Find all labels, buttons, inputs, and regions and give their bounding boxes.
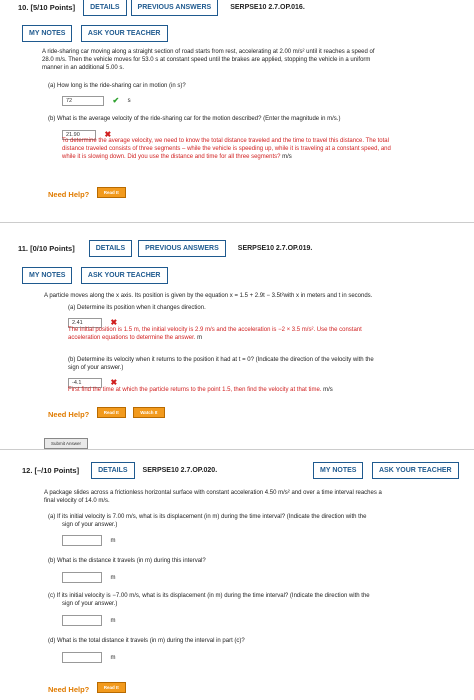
need-help-row bbox=[48, 679, 126, 697]
need-help-row bbox=[48, 184, 126, 202]
part-b-feedback: First find the time at which the particle returns to the point 1.5, then find the velocity at that time. m/s bbox=[68, 387, 333, 393]
x-mark-icon: ✖ bbox=[110, 378, 118, 388]
divider bbox=[0, 222, 474, 223]
part-d-answer-row bbox=[62, 649, 115, 667]
x-mark-icon: ✖ bbox=[110, 318, 118, 328]
need-help-row bbox=[48, 404, 165, 422]
previous-answers-button[interactable]: PREVIOUS ANSWERS bbox=[138, 240, 226, 257]
part-a-unit: m bbox=[110, 537, 116, 544]
part-a-answer-input[interactable] bbox=[62, 535, 102, 546]
submit-answer-button[interactable]: Submit Answer bbox=[44, 438, 88, 449]
my-notes-button[interactable]: MY NOTES bbox=[313, 462, 363, 479]
ask-teacher-button[interactable]: ASK YOUR TEACHER bbox=[81, 25, 168, 42]
part-a-unit: s bbox=[127, 97, 131, 104]
ask-teacher-button[interactable]: ASK YOUR TEACHER bbox=[81, 267, 168, 284]
part-b-label: (b) Determine its velocity when it returns to the position it had at t = 0? (Indicate the direction of the velocity with the sign of your answer.) bbox=[68, 357, 374, 371]
part-c-label: (c) If its initial velocity is −7.00 m/s, what is its displacement (in m) during the time interval? (Indicate the direction with the sign of your answer.) bbox=[48, 593, 370, 607]
part-a-label: (a) Determine its position when it changes direction. bbox=[68, 305, 206, 311]
part-b-label: (b) What is the average velocity of the ride-sharing car for the motion described? (Enter the magnitude in m/s.) bbox=[48, 116, 341, 122]
part-a-answer-input[interactable]: 72 bbox=[62, 96, 104, 106]
part-b-answer-input[interactable]: -4.1 bbox=[68, 378, 102, 388]
read-it-button[interactable]: Read It bbox=[97, 187, 126, 198]
question-number: 10. [5/10 Points] bbox=[18, 3, 76, 12]
watch-it-button[interactable]: Watch It bbox=[133, 407, 164, 418]
part-a-label: (a) How long is the ride-sharing car in motion (in s)? bbox=[48, 83, 186, 89]
problem-code: SERPSE10 2.7.OP.020. bbox=[142, 466, 218, 474]
part-a-answer-row bbox=[62, 532, 115, 550]
part-c-unit: m bbox=[110, 617, 116, 624]
part-b-feedback: To determine the average velocity, we need to know the total distance traveled and the time to travel this distance. The total distance traveled consists of three segments – while the vehicle is speeding up, while it is traveling at a constant speed, and while it is slowing down. Did you use the distance and time for all three segments? m/s bbox=[62, 138, 391, 160]
need-help-label: Need Help? bbox=[48, 190, 90, 199]
check-icon: ✔ bbox=[112, 96, 120, 106]
part-b-unit: m/s bbox=[282, 154, 292, 160]
divider bbox=[0, 449, 474, 450]
part-a-feedback: The initial position is 1.5 m, the initial velocity is 2.9 m/s and the acceleration is −2 × 3.5 m/s². Use the constant acceleration equations to determine the answer. m bbox=[68, 327, 362, 341]
problem-statement: A particle moves along the x axis. Its position is given by the equation x = 1.5 + 2.9t − 3.5t²with x in meters and t in seconds. bbox=[44, 293, 373, 299]
problem-code: SERPSE10 2.7.OP.019. bbox=[237, 244, 313, 252]
part-b-unit: m bbox=[110, 574, 116, 581]
question-number: 11. [0/10 Points] bbox=[18, 243, 75, 253]
part-c-answer-input[interactable] bbox=[62, 615, 102, 626]
part-b-answer-row bbox=[62, 569, 115, 587]
details-button[interactable]: DETAILS bbox=[83, 0, 126, 16]
my-notes-button[interactable]: MY NOTES bbox=[22, 25, 72, 42]
details-button[interactable]: DETAILS bbox=[91, 462, 134, 479]
part-a-unit: m bbox=[197, 335, 203, 341]
question-number: 12. [–/10 Points] bbox=[22, 465, 80, 475]
part-d-unit: m bbox=[110, 654, 116, 661]
part-c-answer-row bbox=[62, 612, 115, 630]
part-b-answer-input[interactable]: 21.90 bbox=[62, 130, 96, 140]
need-help-label: Need Help? bbox=[48, 685, 90, 694]
part-b-label: (b) What is the distance it travels (in m) during this interval? bbox=[48, 558, 206, 564]
problem-statement: A package slides across a frictionless horizontal surface with constant acceleration 4.50 m/s² and over a time interval reaches a final velocity of 14.0 m/s. bbox=[44, 490, 382, 504]
details-button[interactable]: DETAILS bbox=[89, 240, 132, 257]
x-mark-icon: ✖ bbox=[104, 130, 112, 140]
previous-answers-button[interactable]: PREVIOUS ANSWERS bbox=[131, 0, 219, 16]
part-d-answer-input[interactable] bbox=[62, 652, 102, 663]
ask-teacher-button[interactable]: ASK YOUR TEACHER bbox=[372, 462, 459, 479]
part-b-answer-input[interactable] bbox=[62, 572, 102, 583]
need-help-label: Need Help? bbox=[48, 410, 90, 419]
problem-code: SERPSE10 2.7.OP.016. bbox=[230, 4, 305, 11]
read-it-button[interactable]: Read It bbox=[97, 682, 126, 693]
part-a-answer-input[interactable]: 2.41 bbox=[68, 318, 102, 328]
problem-statement: A ride-sharing car moving along a straight section of road starts from rest, accelerating at 2.00 m/s² until it reaches a speed of 28.0 m/s. Then the vehicle moves for 53.0 s at constant speed until the brakes are applied, stopping the vehicle in a uniform manner in an additional 5.00 s. bbox=[42, 49, 375, 71]
part-a-label: (a) If its initial velocity is 7.00 m/s, what is its displacement (in m) during the time interval? (Indicate the direction with the sign of your answer.) bbox=[48, 514, 367, 528]
part-a-answer-row bbox=[62, 92, 131, 110]
my-notes-button[interactable]: MY NOTES bbox=[22, 267, 72, 284]
read-it-button[interactable]: Read It bbox=[97, 407, 126, 418]
part-d-label: (d) What is the total distance it travels (in m) during the interval in part (c)? bbox=[48, 638, 245, 644]
part-b-unit: m/s bbox=[323, 387, 333, 393]
